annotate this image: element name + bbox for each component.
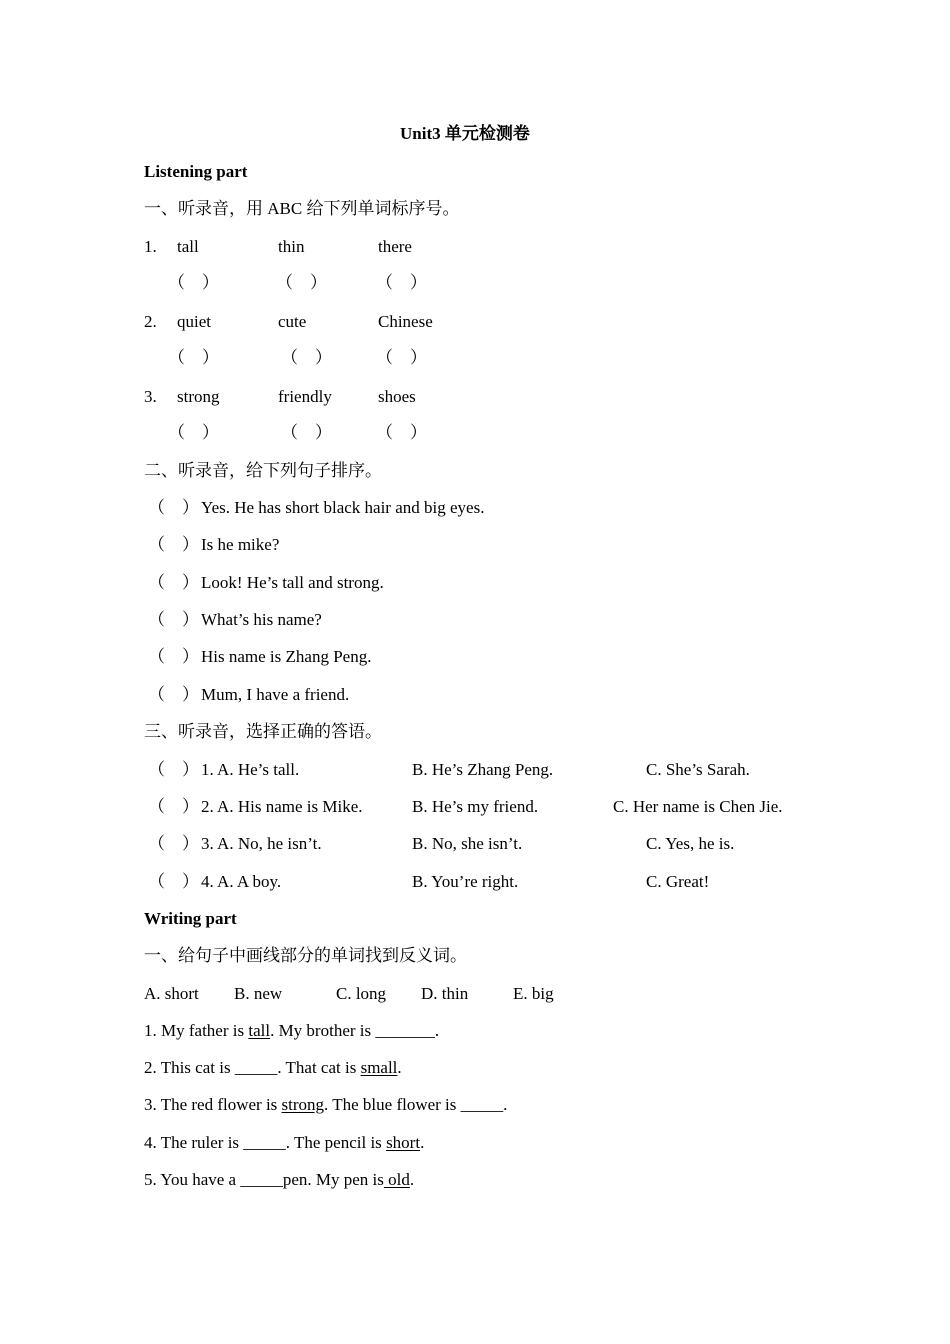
- word: friendly: [278, 387, 332, 406]
- option-a: 4. A. A boy.: [201, 872, 282, 891]
- word: Chinese: [378, 312, 433, 331]
- sentence-item: Look! He’s tall and strong.: [201, 573, 384, 592]
- answer-paren[interactable]: （ ）: [148, 535, 199, 554]
- underlined-word: tall: [248, 1021, 271, 1040]
- listening-section3-instruction: 三、听录音，选择正确的答语。: [144, 722, 382, 741]
- answer-paren[interactable]: （ ）: [148, 760, 199, 779]
- fill-blank-sentence: [144, 1133, 424, 1153]
- antonym-option: C. long: [336, 984, 387, 1003]
- antonym-option: A. short: [144, 984, 199, 1003]
- answer-paren[interactable]: （ ）: [168, 348, 219, 367]
- underlined-word: strong: [281, 1095, 325, 1114]
- option-b: B. He’s Zhang Peng.: [412, 760, 554, 779]
- answer-paren[interactable]: （ ）: [168, 423, 219, 442]
- answer-paren[interactable]: （ ）: [148, 647, 199, 666]
- underlined-word: small: [360, 1058, 398, 1077]
- sentence-text: 5. You have a _____pen. My pen is: [144, 1170, 384, 1189]
- word: tall: [177, 237, 199, 256]
- answer-paren[interactable]: （ ）: [148, 872, 199, 891]
- fill-blank-sentence: [144, 1058, 402, 1078]
- answer-paren[interactable]: （ ）: [148, 685, 199, 704]
- sentence-text: . The blue flower is _____.: [324, 1095, 508, 1114]
- sentence-text: .: [409, 1170, 415, 1189]
- word: strong: [177, 387, 220, 406]
- sentence-item: What’s his name?: [201, 610, 322, 629]
- answer-paren[interactable]: （ ）: [376, 348, 427, 367]
- option-b: B. You’re right.: [412, 872, 519, 891]
- word: thin: [278, 237, 305, 256]
- word-row-number: 2.: [144, 312, 157, 331]
- antonym-option: D. thin: [421, 984, 469, 1003]
- answer-paren[interactable]: （ ）: [281, 423, 332, 442]
- word: there: [378, 237, 412, 256]
- option-a: 1. A. He’s tall.: [201, 760, 300, 779]
- word-row-number: 3.: [144, 387, 157, 406]
- answer-paren[interactable]: （ ）: [148, 498, 199, 517]
- fill-blank-sentence: [144, 1170, 414, 1190]
- writing-section1-instruction: 一、给句子中画线部分的单词找到反义词。: [144, 946, 467, 965]
- sentence-text: 4. The ruler is _____. The pencil is: [144, 1133, 387, 1152]
- listening-section1-instruction: 一、听录音，用 ABC 给下列单词标序号。: [144, 199, 460, 218]
- writing-heading: Writing part: [144, 909, 237, 928]
- listening-section2-instruction: 二、听录音，给下列句子排序。: [144, 461, 382, 480]
- option-a: 2. A. His name is Mike.: [201, 797, 363, 816]
- underlined-word: short: [386, 1133, 421, 1152]
- listening-heading: Listening part: [144, 162, 248, 181]
- sentence-text: .: [397, 1058, 402, 1077]
- option-b: B. He’s my friend.: [412, 797, 539, 816]
- answer-paren[interactable]: （ ）: [148, 573, 199, 592]
- antonym-option: B. new: [234, 984, 283, 1003]
- answer-paren[interactable]: （ ）: [148, 610, 199, 629]
- sentence-item: Mum, I have a friend.: [201, 685, 350, 704]
- sentence-item: Is he mike?: [201, 535, 280, 554]
- word: cute: [278, 312, 307, 331]
- word-row-number: 1.: [144, 237, 157, 256]
- option-c: C. Her name is Chen Jie.: [613, 797, 783, 816]
- answer-paren[interactable]: （ ）: [148, 834, 199, 853]
- sentence-item: Yes. He has short black hair and big eyes.: [201, 498, 485, 517]
- sentence-text: 3. The red flower is: [144, 1095, 282, 1114]
- sentence-item: His name is Zhang Peng.: [201, 647, 372, 666]
- answer-paren[interactable]: （ ）: [376, 423, 427, 442]
- fill-blank-sentence: [144, 1095, 507, 1115]
- answer-paren[interactable]: （ ）: [376, 273, 427, 292]
- option-b: B. No, she isn’t.: [412, 834, 523, 853]
- underlined-word: old: [383, 1170, 410, 1189]
- option-a: 3. A. No, he isn’t.: [201, 834, 322, 853]
- sentence-text: .: [420, 1133, 425, 1152]
- option-c: C. Yes, he is.: [646, 834, 735, 853]
- sentence-text: . My brother is _______.: [270, 1021, 440, 1040]
- answer-paren[interactable]: （ ）: [281, 348, 332, 367]
- page-title: Unit3 单元检测卷: [400, 124, 530, 143]
- answer-paren[interactable]: （ ）: [276, 273, 327, 292]
- option-c: C. Great!: [646, 872, 710, 891]
- answer-paren[interactable]: （ ）: [168, 273, 219, 292]
- sentence-text: 2. This cat is _____. That cat is: [144, 1058, 361, 1077]
- antonym-option: E. big: [513, 984, 554, 1003]
- sentence-text: 1. My father is: [144, 1021, 249, 1040]
- word: shoes: [378, 387, 416, 406]
- option-c: C. She’s Sarah.: [646, 760, 750, 779]
- fill-blank-sentence: [144, 1021, 439, 1041]
- answer-paren[interactable]: （ ）: [148, 797, 199, 816]
- word: quiet: [177, 312, 211, 331]
